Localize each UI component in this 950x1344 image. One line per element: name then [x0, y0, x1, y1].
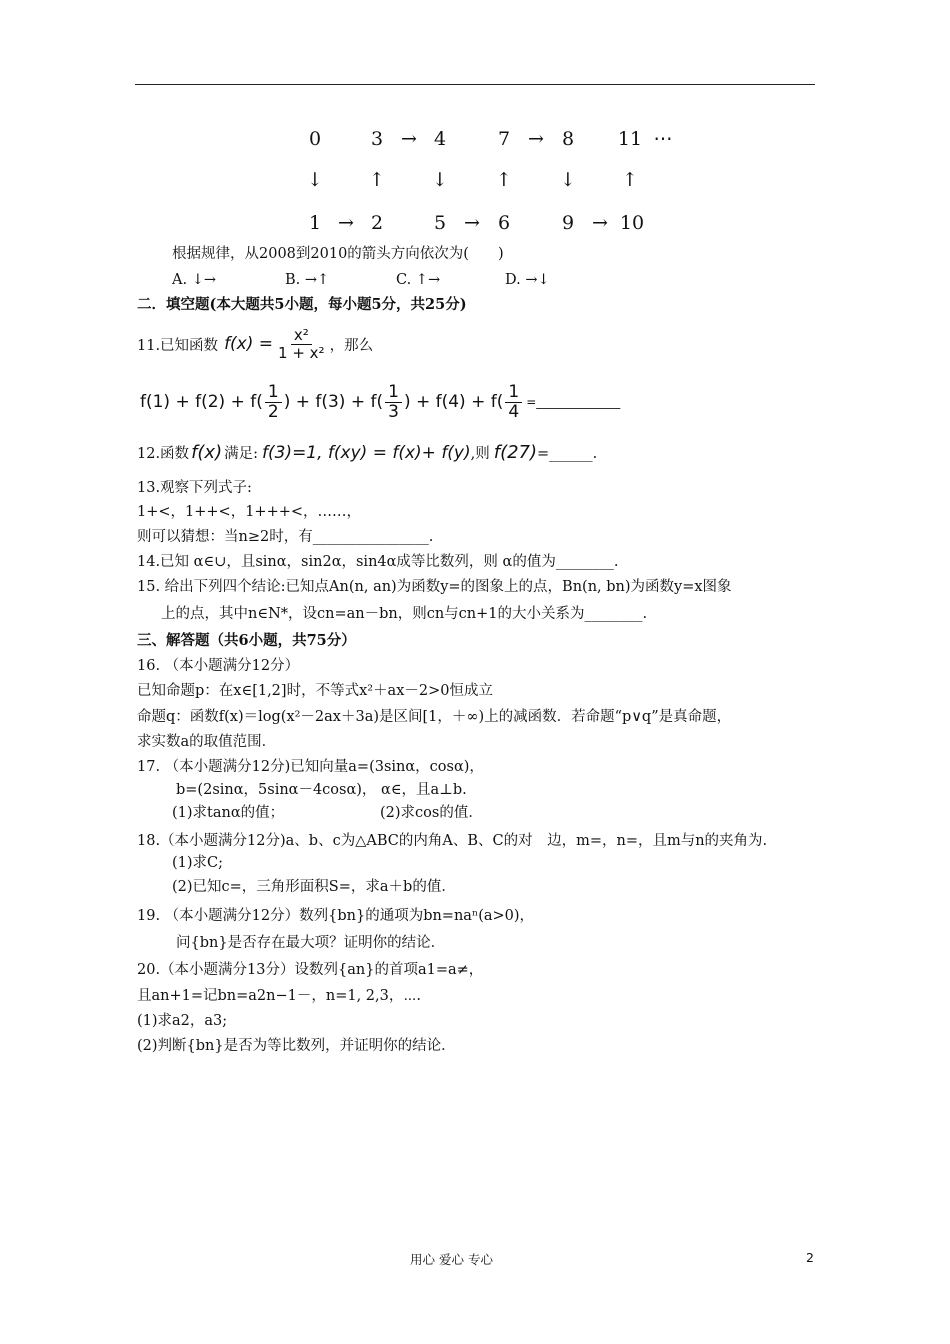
seq-top-11: 11 — [617, 128, 643, 150]
q20-part2: (2)判断{bn}是否为等比数列，并证明你的结论． — [137, 1038, 456, 1054]
q11-line1 — [137, 327, 373, 361]
q10-option-d: D. →↓ — [505, 272, 550, 288]
seq-bot-9: 9 — [561, 212, 575, 234]
q17-part2: (2)求cos的值． — [380, 805, 483, 821]
seq-bot-arrow: → — [464, 212, 480, 234]
q13-title: 13.观察下列式子: — [137, 480, 252, 496]
seq-top-3: 3 — [370, 128, 384, 150]
q10-option-a: A. ↓→ — [172, 272, 216, 288]
q11-line2 — [140, 383, 620, 421]
page-number: 2 — [806, 1250, 814, 1265]
q14-text: 14.已知 α∈∪，且sinα，sin2α，sin4α成等比数列，则 α的值为________. — [137, 554, 619, 570]
q15-line2: 上的点，其中n∈N*，设cn=an－bn，则cn与cn+1的大小关系为________. — [161, 606, 648, 622]
q12-mid: 满足: — [224, 446, 258, 462]
seq-bot-arrow: → — [338, 212, 354, 234]
q10-stem: 根据规律，从2008到2010的箭头方向依次为( ) — [172, 246, 504, 262]
q12-then: ,则 — [470, 446, 490, 462]
q16-line1: 已知命题p：在x∈[1,2]时，不等式x²＋ax－2>0恒成立 — [137, 683, 493, 699]
q11-expr-b: ) + f(3) + f( — [283, 392, 384, 413]
q19-line2: 问{bn}是否存在最大项？证明你的结论． — [176, 935, 446, 951]
seq-arrow-up: ↑ — [369, 169, 385, 191]
seq-top-7: 7 — [497, 128, 511, 150]
q11-suffix: ，那么 — [329, 337, 374, 354]
seq-top-4: 4 — [433, 128, 447, 150]
seq-arrow-up: ↑ — [496, 169, 512, 191]
q18-part2: (2)已知c=，三角形面积S=，求a＋b的值． — [172, 879, 456, 895]
q17-line1: 17. （本小题满分12分)已知向量a=(3sinα，cosα)， — [137, 759, 484, 775]
section-3-heading: 三、解答题（共6小题，共75分） — [137, 632, 356, 649]
q20-line1: 20.（本小题满分13分）设数列{an}的首项a1=a≠， — [137, 962, 484, 978]
q10-option-b: B. →↑ — [285, 272, 330, 288]
seq-arrow-down: ↓ — [432, 169, 448, 191]
seq-bot-6: 6 — [497, 212, 511, 234]
frac-num: 1 — [505, 383, 522, 403]
q11-answer-blank: =______________ — [526, 395, 621, 410]
q11-frac-half — [265, 383, 282, 421]
seq-bot-2: 2 — [370, 212, 384, 234]
q11-fraction — [275, 327, 328, 361]
q11-expr-c: ) + f(4) + f( — [403, 392, 504, 413]
seq-top-ellipsis: ⋯ — [653, 128, 673, 150]
footer-slogan: 用心 爱心 专心 — [410, 1252, 493, 1267]
q12-line — [137, 442, 597, 463]
q11-fx: f(x) = — [224, 334, 274, 354]
seq-arrow-down: ↓ — [307, 169, 323, 191]
q18-line1: 18.（本小题满分12分)a、b、c为△ABC的内角A、B、C的对 边，m=，n=，且m与n的夹角为. — [137, 833, 768, 849]
q12-condition: f(3)=1, f(xy) = f(x)+ f(y) — [262, 443, 471, 463]
q11-expr-a: f(1) + f(2) + f( — [140, 392, 263, 413]
seq-bot-10: 10 — [619, 212, 645, 234]
frac-den: 3 — [388, 401, 399, 422]
q12-ask: f(27) — [493, 442, 538, 463]
q20-part1: (1)求a2，a3; — [137, 1013, 228, 1029]
q18-part1: (1)求C; — [172, 855, 224, 871]
q16-line3: 求实数a的取值范围． — [137, 734, 277, 750]
frac-num: 1 — [265, 383, 282, 403]
q13-guess: 则可以猜想：当n≥2时，有________________. — [137, 529, 434, 545]
seq-bot-5: 5 — [433, 212, 447, 234]
q11-frac-third — [385, 383, 402, 421]
frac-den: 4 — [508, 401, 520, 422]
header-rule — [135, 84, 815, 85]
q12-prefix: 12.函数 — [137, 446, 190, 462]
frac-den: 2 — [267, 401, 279, 422]
q11-numerator: x² — [291, 327, 312, 345]
seq-bot-1: 1 — [308, 212, 322, 234]
q10-option-c: C. ↑→ — [396, 272, 441, 288]
seq-bot-arrow: → — [592, 212, 608, 234]
q11-prefix: 11.已知函数 — [137, 337, 219, 354]
seq-top-0: 0 — [308, 128, 322, 150]
q15-line1: 15. 给出下列四个结论:已知点An(n, an)为函数y=的图象上的点，Bn(n, bn)为函数y=x图象 — [137, 579, 732, 595]
q16-head: 16. （本小题满分12分） — [137, 658, 300, 674]
frac-num: 1 — [385, 383, 402, 403]
q11-frac-quarter — [505, 383, 522, 421]
q12-answer-blank: =______. — [537, 446, 598, 462]
q17-part1: (1)求tanα的值； — [172, 805, 285, 821]
seq-arrow-down: ↓ — [560, 169, 576, 191]
q12-fx: f(x) — [191, 442, 223, 463]
seq-top-arrow: → — [401, 128, 417, 150]
section-2-heading: 二．填空题(本大题共5小题，每小题5分，共25分) — [137, 296, 467, 313]
seq-top-arrow: → — [528, 128, 544, 150]
q19-line1: 19. （本小题满分12分）数列{bn}的通项为bn=naⁿ(a>0)， — [137, 908, 535, 924]
q20-line2: 且an+1=记bn=a2n−1－，n=1, 2,3，⋯. — [137, 988, 422, 1004]
q17-line2: b=(2sinα，5sinα－4cosα)， α∈，且a⊥b. — [176, 782, 467, 798]
seq-arrow-up: ↑ — [622, 169, 638, 191]
q16-line2: 命题q：函数f(x)＝log(x²－2ax＋3a)是区间[1，＋∞)上的减函数．若命题“p∨q”是真命题， — [137, 709, 732, 725]
seq-top-8: 8 — [561, 128, 575, 150]
q13-line: 1+<，1++<，1+++<，……， — [137, 504, 362, 520]
q11-denominator: 1 + x² — [278, 343, 325, 362]
